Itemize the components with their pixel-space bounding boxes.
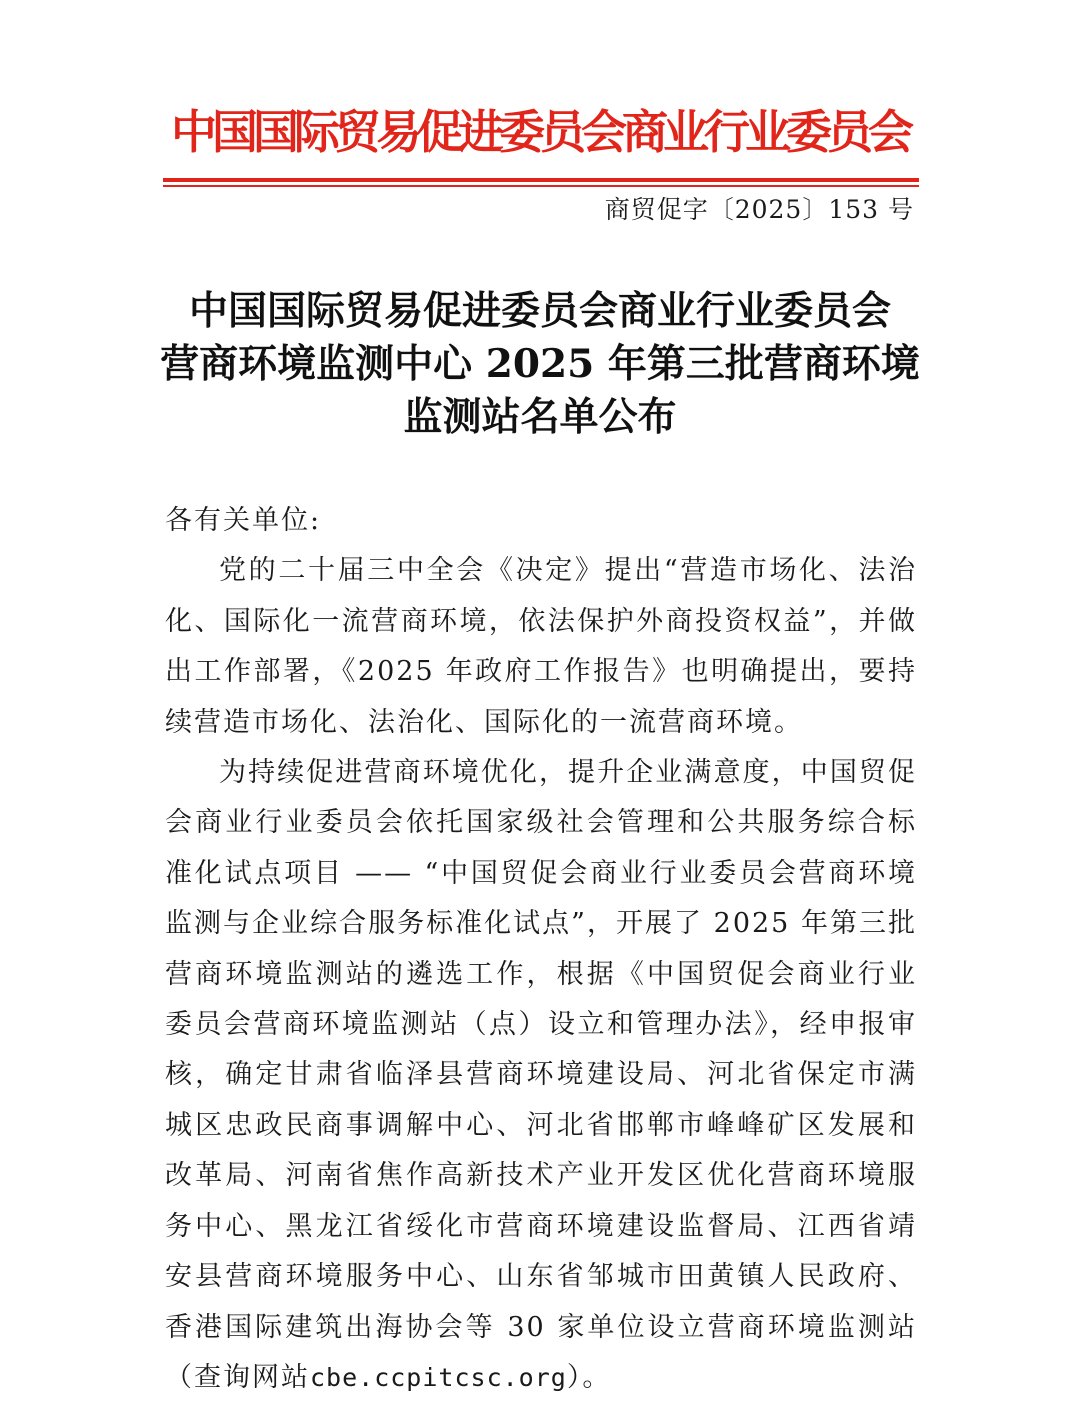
document-number: 商贸促字〔2025〕153 号 (604, 195, 914, 224)
org-letterhead: 中国国际贸易促进委员会商业行业委员会 (171, 105, 909, 159)
title-line-1: 中国国际贸易促进委员会商业行业委员会 (188, 288, 891, 334)
title-line-2: 营商环境监测中心 2025 年第三批营商环境 (160, 341, 920, 387)
document-body (165, 496, 917, 1403)
letterhead-rule-thin (163, 185, 919, 187)
title-line-3: 监测站名单公布 (403, 394, 677, 440)
salutation: 各有关单位: (165, 505, 322, 536)
paragraph-2-text: 为持续促进营商环境优化，提升企业满意度，中国贸促会商业行业委员会依托国家级社会管理和公共服务综合标准化试点项目 —— “中国贸促会商业行业委员会营商环境监测与企业综合服务标准化试点”，开展了 2025 年第三批营商环境监测站的遴选工作，根据《中国贸促会商业行业委员会营商环境监测站（点）设立和管理办法》，经申报审核，确定甘肃省临泽县营商环境建设局、河北省保定市满城区忠政民商事调解中心、河北省邯郸市峰峰矿区发展和改革局、河南省焦作高新技术产业开发区优化营商环境服务中心、黑龙江省绥化市营商环境建设监督局、江西省靖安县营商环境服务中心、山东省邹城市田黄镇人民政府、香港国际建筑出海协会等 30 家单位设立营商环境监测站（查询网站 (165, 757, 917, 1393)
paragraph-2 (165, 748, 917, 1403)
paragraph-1: 党的二十届三中全会《决定》提出“营造市场化、法治化、国际化一流营商环境，依法保护外商投资权益”，并做出工作部署，《2025 年政府工作报告》也明确提出，要持续营造市场化、法治化、国际化的一流营商环境。 (165, 555, 917, 738)
document-title (140, 285, 940, 444)
paragraph-2-closing: ）。 (566, 1361, 612, 1393)
letterhead-rule-thick (163, 178, 919, 182)
website-link[interactable]: cbe.ccpitcsc.org (310, 1362, 567, 1392)
